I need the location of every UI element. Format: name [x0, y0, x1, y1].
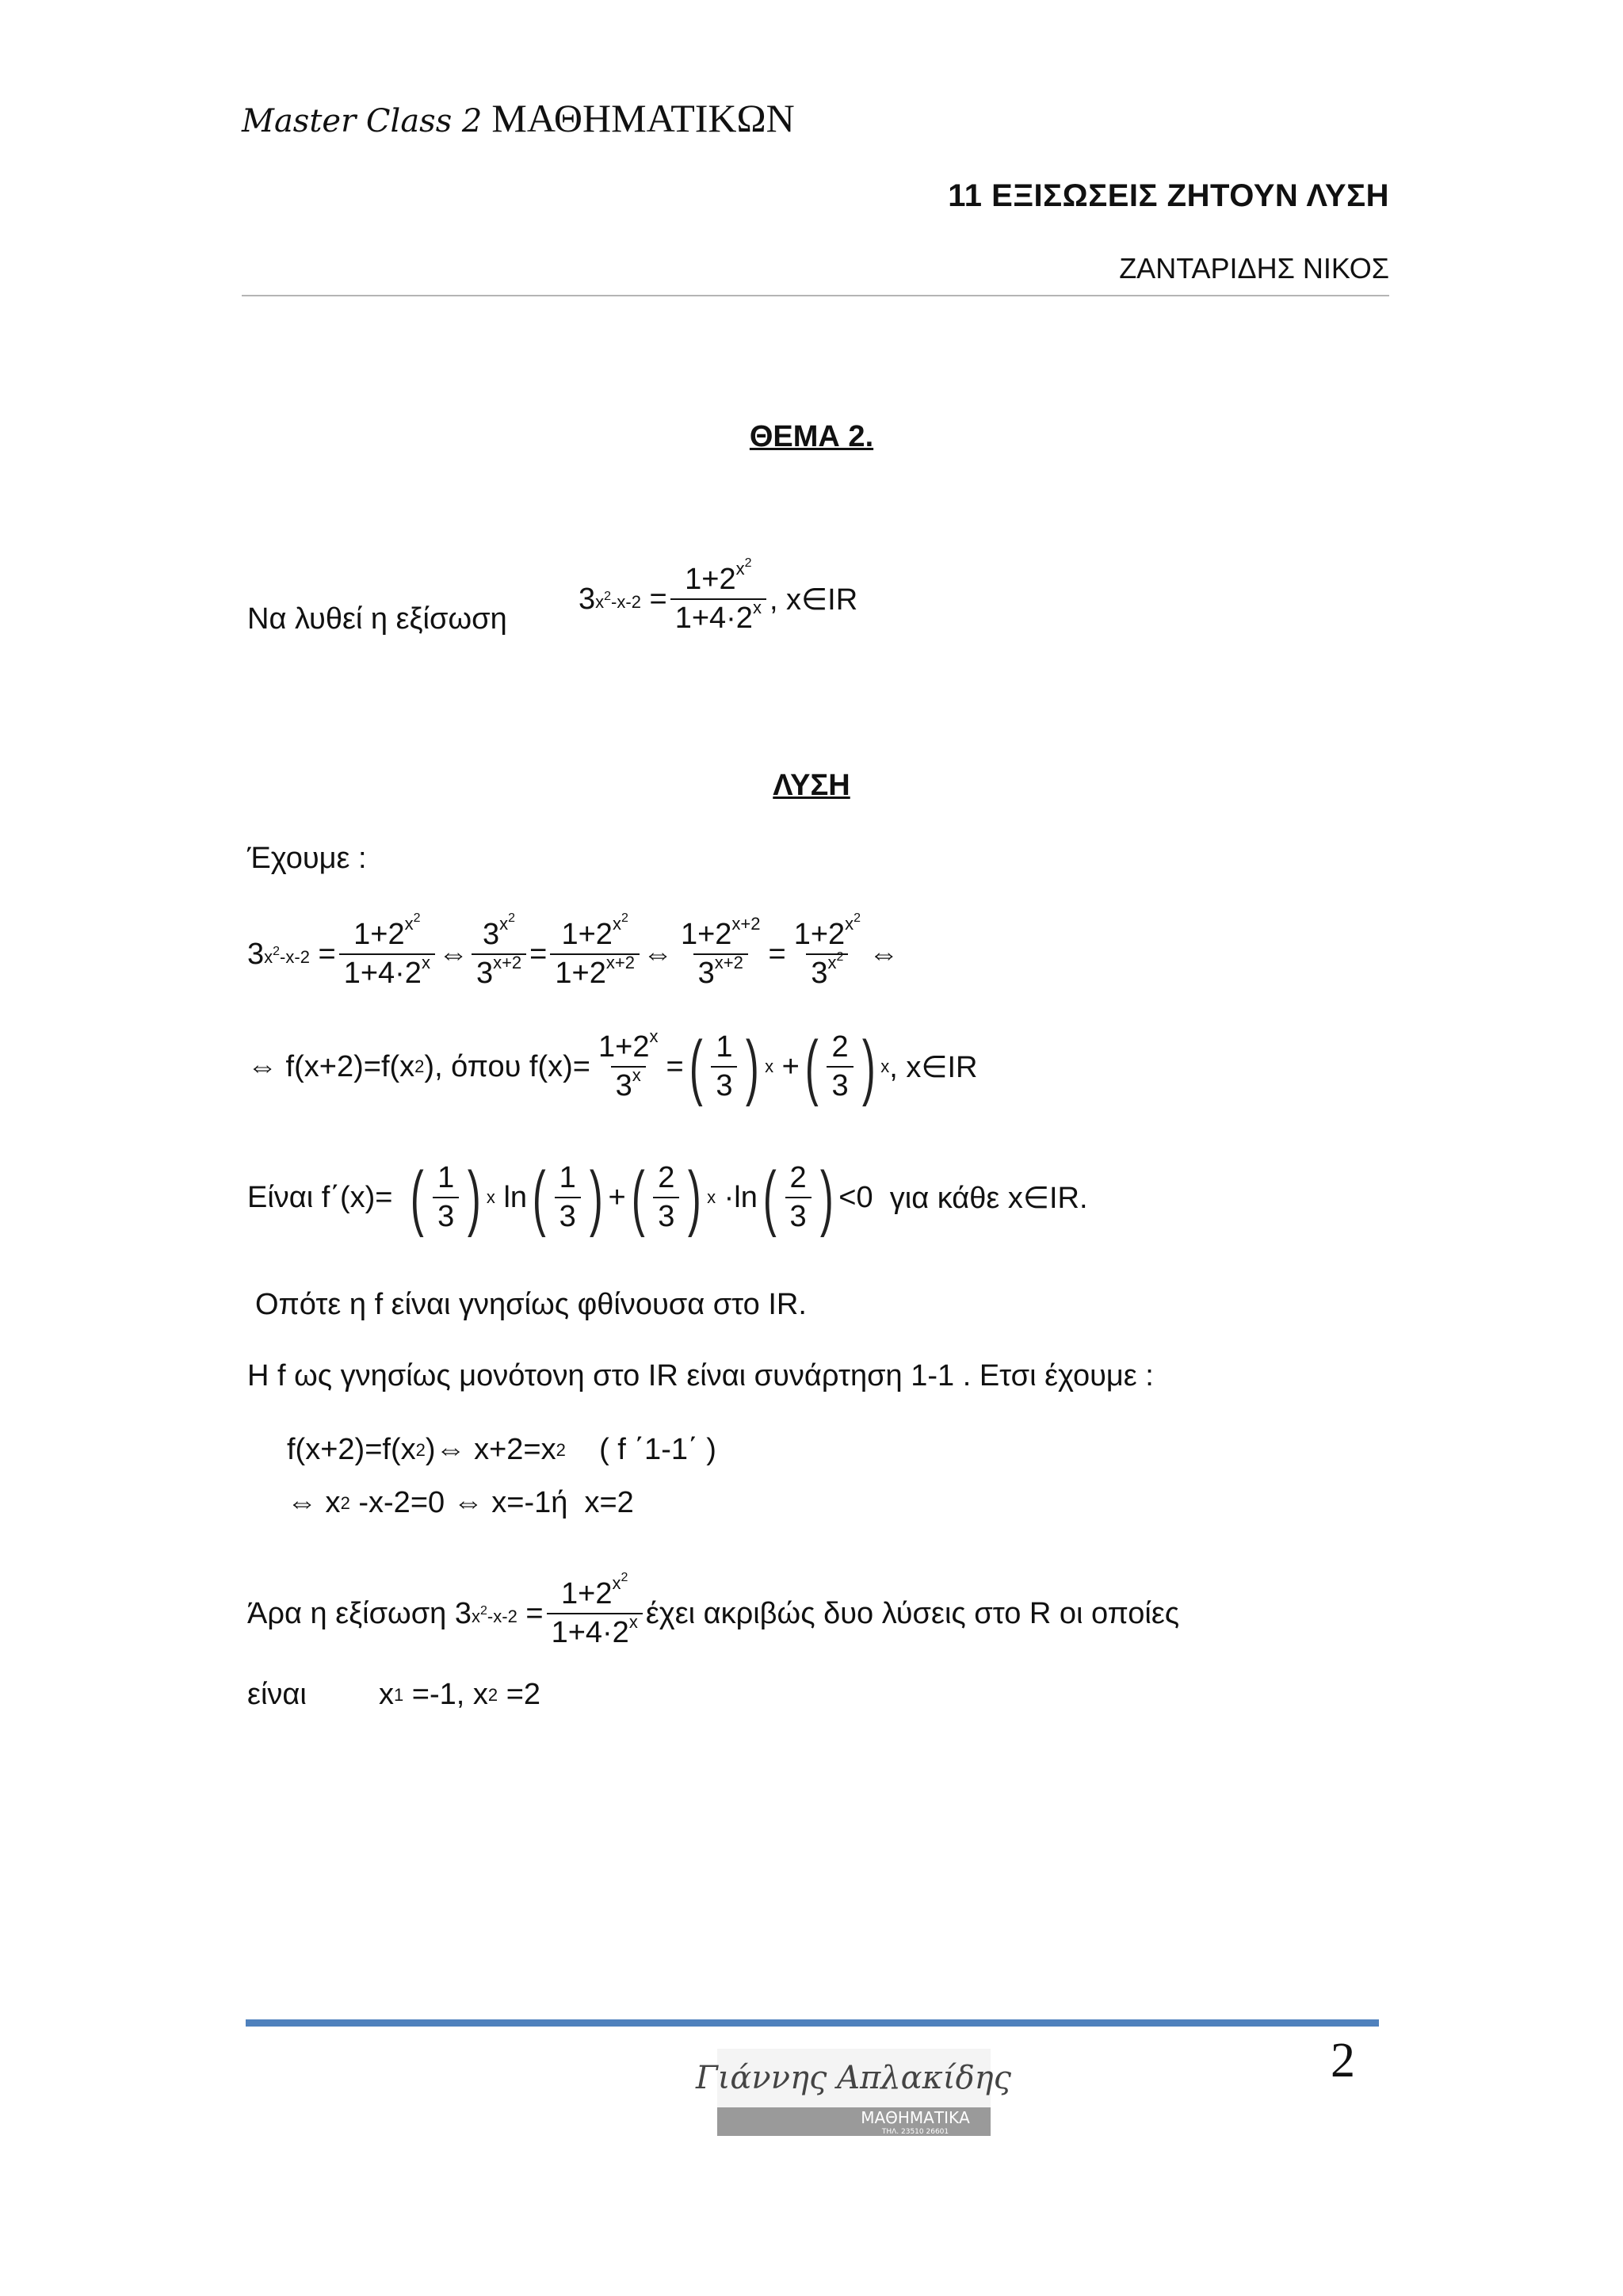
derivative-suffix: για κάθε x∈IR.	[889, 1181, 1088, 1215]
fraction: $\frac{1}{3}$	[433, 1161, 459, 1234]
series-name: Master Class 2	[242, 103, 483, 139]
document-title: 11 ΕΞΙΣΩΣΕΙΣ ΖΗΤΟΥΝ ΛΥΣΗ	[948, 178, 1389, 213]
logo-name: Γιάννης Απλακίδης	[695, 2060, 1012, 2096]
conclusion-suffix: έχει ακριβώς δυο λύσεις στο R οι οποίες	[645, 1596, 1180, 1630]
equation-step-1: f(x+2)=f(x 2 )⇔ x+2=x 2 ( f ΄1-1΄ )	[287, 1433, 716, 1466]
problem-equation: 3 $x^2-x-2$ = $\frac{1+2^{x^2}}{1+4\cdot 2^x}$ , x∈IR	[579, 556, 858, 635]
where-label: , όπου	[434, 1049, 521, 1083]
one-to-one-note: ( f ΄1-1΄ )	[599, 1433, 716, 1466]
fraction: $\frac{2}{3}$	[785, 1161, 812, 1234]
fraction: $\frac{1+2^{x^2}}{3^{x^2}}$	[793, 911, 861, 990]
fraction: $\frac{1+2^x}{3^x}$	[598, 1026, 659, 1102]
subject-name: ΜΑΘΗΜΑΤΙΚΩΝ	[491, 96, 795, 140]
fraction: $\frac{3^{x^2}}{3^{x+2}}$	[472, 918, 526, 991]
problem-heading: ΘΕΜΑ 2.	[749, 420, 874, 453]
publisher-logo	[695, 2049, 1012, 2136]
solution-intro: Έχουμε :	[247, 842, 367, 875]
footer-bar	[246, 2019, 1379, 2027]
author-name: ΖΑΝΤΑΡΙΔΗΣ ΝΙΚΟΣ	[1119, 252, 1389, 285]
final-label: είναι	[247, 1678, 307, 1711]
monotone-statement: Οπότε η f είναι γνησίως φθίνουσα στο IR.	[255, 1288, 807, 1321]
problem-prompt: Να λυθεί η εξίσωση	[247, 602, 507, 636]
fraction: $\frac{1+2^{x^2}}{1+4\cdot 2^x}$	[547, 1577, 643, 1650]
fraction: $\frac{1+2^{x^2}}{1+2^{x+2}}$	[550, 918, 640, 991]
fraction: $\frac{1}{3}$	[555, 1161, 581, 1234]
derivative-label: Είναι f΄(x)=	[247, 1180, 393, 1214]
page-number: 2	[1331, 2034, 1355, 2088]
fraction: $\frac{1+2^{x^2}}{1+4\cdot 2^x}$	[670, 563, 766, 636]
fraction: $\frac{1+2^{x^2}}{1+4\cdot 2^x}$	[339, 918, 435, 991]
equivalence-chain: 3 $x^2-x-2$ = $\frac{1+2^{x^2}}{1+4\cdot 2^x}$ ⇔ $\frac{3^{x^2}}{3^{x+2}}$ = $\frac{1+2^{x^2}}{1+2^{x+2}}$ ⇔ $\frac{1+2^{x+2}}{3^{x+2}}$ = $\frac{1+2^{x^2}}{3^{x^2}}$ ⇔	[247, 911, 899, 990]
fraction: $\frac{1}{3}$	[711, 1030, 737, 1103]
header-divider	[242, 295, 1389, 296]
logo-caption: ΜΑΘΗΜΑΤΙΚΑ	[861, 2108, 970, 2127]
logo-phone: ΤΗΛ. 23510 26601	[881, 2128, 949, 2136]
solution-heading: ΛΥΣΗ	[773, 769, 850, 802]
header-series	[242, 95, 795, 141]
injective-statement: Η f ως γνησίως μονότονη στο IR είναι συνάρτηση 1-1 . Ετσι έχουμε :	[247, 1359, 1154, 1392]
conclusion-line: Άρα η εξίσωση 3 $x^2-x-2$ = $\frac{1+2^{x^2}}{1+4\cdot 2^x}$ έχει ακριβώς δυο λύσεις στο R οι οποίες	[247, 1571, 1180, 1649]
fraction: $\frac{1+2^{x+2}}{3^{x+2}}$	[680, 914, 761, 990]
equation-step-2: ⇔ x 2 -x-2=0 ⇔ x=-1ή x=2	[287, 1486, 634, 1519]
fraction: $\frac{2}{3}$	[653, 1161, 679, 1234]
fraction: $\frac{2}{3}$	[827, 1030, 853, 1103]
derivative-line: Είναι f΄(x)= ( $\frac{1}{3}$ ) x ln ( $\frac{1}{3}$ ) + ( $\frac{2}{3}$ ) x ·ln ( $\frac{2}{3}$ ) <0 για κάθε x∈IR.	[247, 1157, 1088, 1238]
conclusion-prefix: Άρα η εξίσωση	[247, 1596, 447, 1630]
function-definition: ⇔ f(x+2)=f(x 2 ) , όπου f(x)= $\frac{1+2^x}{3^x}$ = ( $\frac{1}{3}$ ) x + ( $\frac{2}{3}$ ) x , x∈IR	[247, 1026, 978, 1107]
final-solutions: x 1 =-1, x 2 =2	[379, 1678, 541, 1711]
